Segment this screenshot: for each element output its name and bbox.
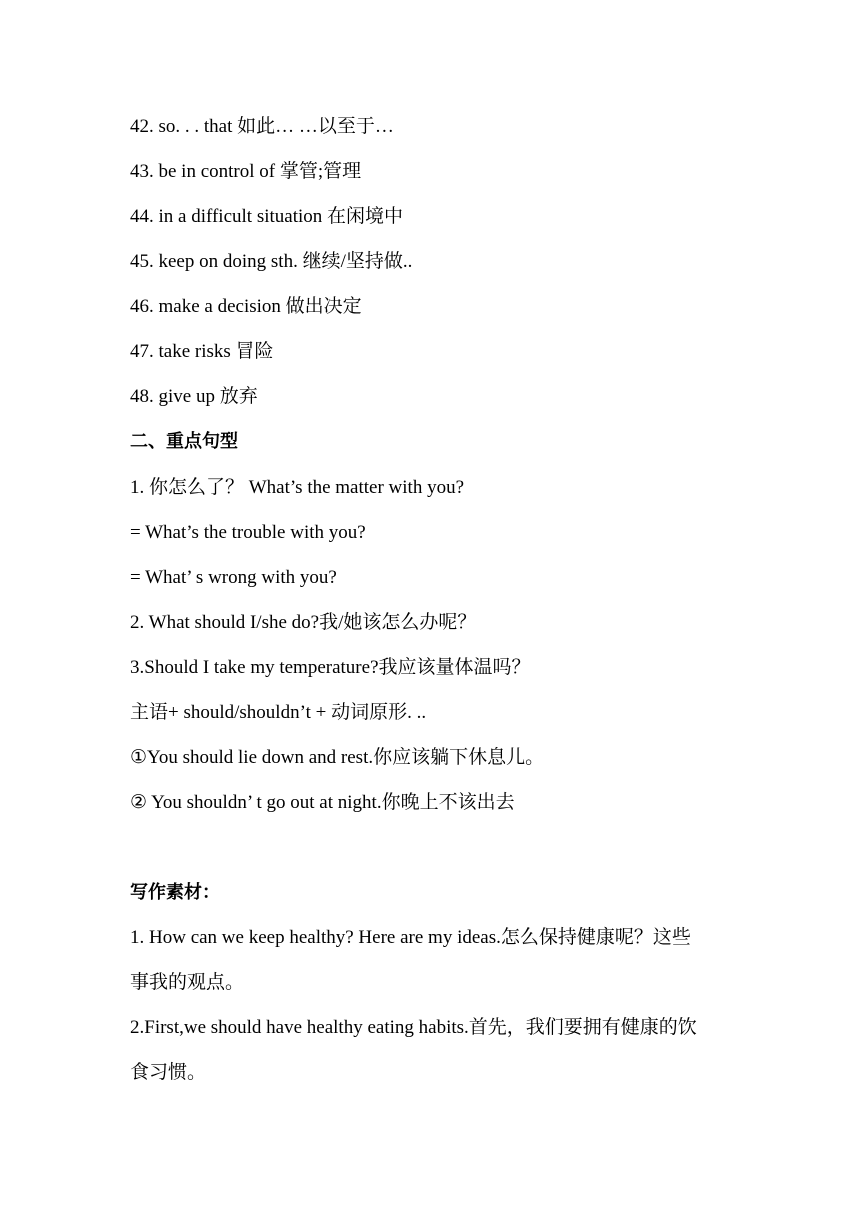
writing-line: 食习惯。	[130, 1062, 207, 1083]
writing-line: 1. How can we keep healthy? Here are my ideas.怎么保持健康呢？这些	[130, 927, 691, 948]
writing-line: 2.First,we should have healthy eating habits.首先，我们要拥有健康的饮	[130, 1017, 697, 1038]
sentence-line: 主语+ should/shouldn’t + 动词原形. ..	[130, 702, 427, 723]
sentence-line: 2. What should I/she do?我/她该怎么办呢？	[130, 612, 477, 633]
phrase-item: 42. so. . . that 如此… …以至于…	[130, 116, 394, 137]
sentence-line: = What’s the trouble with you?	[130, 522, 366, 543]
sentence-line: 3.Should I take my temperature?我应该量体温吗？	[130, 657, 531, 678]
section-heading-sentences: 二、重点句型	[130, 431, 238, 452]
phrase-item: 47. take risks 冒险	[130, 341, 274, 362]
phrase-item: 45. keep on doing sth. 继续/坚持做..	[130, 251, 413, 272]
sentence-line: ①You should lie down and rest.你应该躺下休息儿。	[130, 747, 545, 768]
phrase-item: 46. make a decision 做出决定	[130, 296, 362, 317]
phrase-item: 44. in a difficult situation 在闲境中	[130, 206, 404, 227]
sentence-line: 1. 你怎么了？ What’s the matter with you?	[130, 477, 465, 498]
sentence-line: = What’ s wrong with you?	[130, 567, 337, 588]
section-heading-writing: 写作素材：	[130, 882, 220, 903]
phrase-item: 48. give up 放弃	[130, 386, 258, 407]
writing-line: 事我的观点。	[130, 972, 245, 993]
sentence-line: ② You shouldn’ t go out at night.你晚上不该出去	[130, 792, 515, 813]
phrase-item: 43. be in control of 掌管;管理	[130, 161, 362, 182]
